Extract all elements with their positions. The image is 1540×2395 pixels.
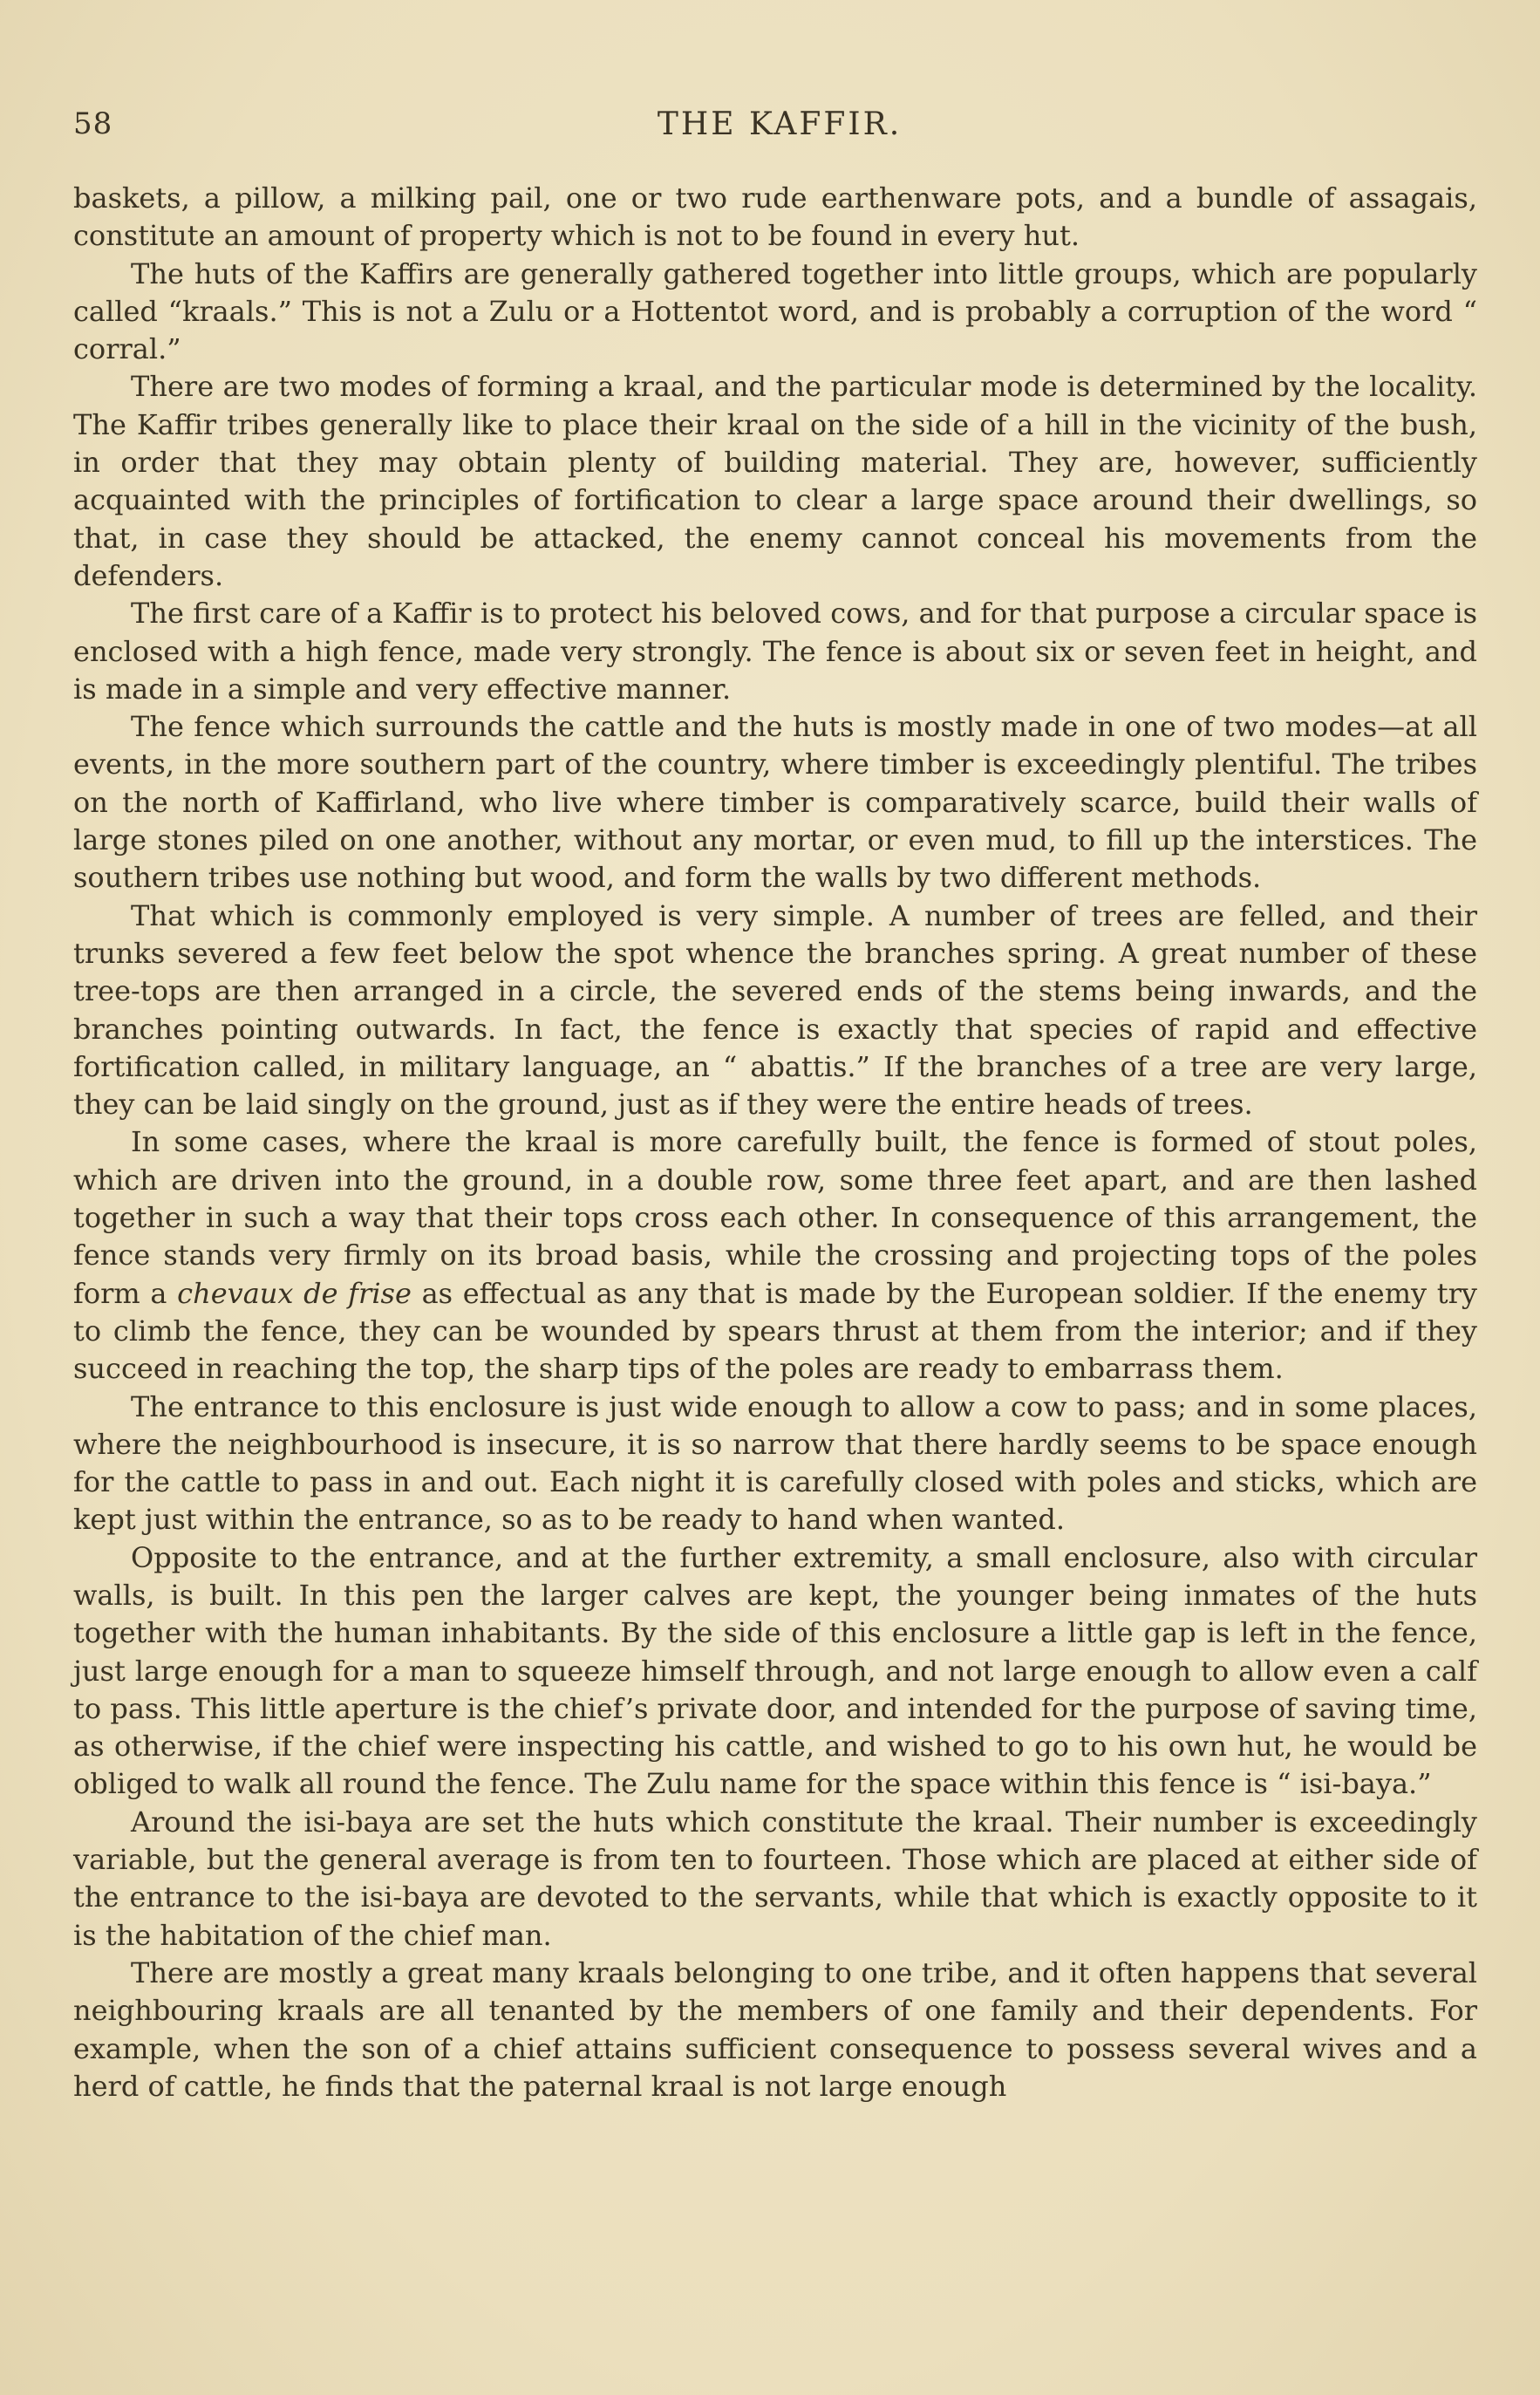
italic-phrase: chevaux de frise (177, 1276, 412, 1310)
paragraph: Around the isi-baya are set the huts which constitute the kraal. Their number is exceedingly variable, but the general average is from ten to fourteen. Those which are placed at either side of the entrance to the isi-baya are devoted to the servants, while that which is exactly opposite to it is the habitation of the chief man. (73, 1805, 1477, 1952)
running-head (73, 106, 1486, 159)
paragraph (73, 1123, 1477, 1388)
paragraph-text: In some cases, where the kraal is more carefully built, the fence is formed of stout poles, which are driven into the ground, in a double row, some three feet apart, and are then lashed together in such a way that their tops cross each other. In consequence of this arrangement, the fence stands very firmly on its broad basis, while the crossing and projecting tops of the poles form a (73, 1125, 1477, 1310)
paragraph-continued: baskets, a pillow, a milking pail, one or two rude earthenware pots, and a bundle of assagais, constitute an amount of property which is not to be found in every hut. (73, 181, 1477, 253)
paragraph: The first care of a Kaffir is to protect his beloved cows, and for that purpose a circular space is enclosed with a high fence, made very strongly. The fence is about six or seven feet in height, and is made in a simple and very effective manner. (73, 597, 1477, 706)
paragraph: That which is commonly employed is very simple. A number of trees are felled, and their trunks severed a few feet below the spot whence the branches spring. A great number of these tree-tops are then arranged in a circle, the severed ends of the stems being inwards, and the branches pointing outwards. In fact, the fence is exactly that species of rapid and effective fortification called, in military language, an “ abattis.” If the branches of a tree are very large, they can be laid singly on the ground, just as if they were the entire heads of trees. (73, 898, 1477, 1122)
body-text (73, 180, 1477, 2105)
page-number: 58 (73, 106, 113, 141)
paragraph: The fence which surrounds the cattle and the huts is mostly made in one of two modes—at all events, in the more southern part of the country, where timber is exceedingly plentiful. The tribes on the north of Kaffirland, who live where timber is comparatively scarce, build their walls of large stones piled on one another, without any mortar, or even mud, to fill up the interstices. The southern tribes use nothing but wood, and form the walls by two different methods. (73, 710, 1477, 895)
paragraph: The entrance to this enclosure is just wide enough to allow a cow to pass; and in some places, where the neighbourhood is insecure, it is so narrow that there hardly seems to be space enough for the cattle to pass in and out. Each night it is carefully closed with poles and sticks, which are kept just within the entrance, so as to be ready to hand when wanted. (73, 1389, 1477, 1537)
paragraph: There are mostly a great many kraals belonging to one tribe, and it often happens that several neighbouring kraals are all tenanted by the members of one family and their dependents. For example, when the son of a chief attains sufficient consequence to possess several wives and a herd of cattle, he finds that the paternal kraal is not large enough (73, 1955, 1477, 2103)
running-title: THE KAFFIR. (657, 106, 903, 142)
paragraph: The huts of the Kaffirs are generally gathered together into little groups, which are popularly called “kraals.” This is not a Zulu or a Hottentot word, and is probably a corruption of the word “ corral.” (73, 256, 1477, 366)
paragraph: Opposite to the entrance, and at the further extremity, a small enclosure, also with circular walls, is built. In this pen the larger calves are kept, the younger being inmates of the huts together with the human inhabitants. By the side of this enclosure a little gap is left in the fence, just large enough for a man to squeeze himself through, and not large enough to allow even a calf to pass. This little aperture is the chief’s private door, and intended for the purpose of saving time, as otherwise, if the chief were inspecting his cattle, and wished to go to his own hut, he would be obliged to walk all round the fence. The Zulu name for the space within this fence is “ isi-baya.” (73, 1540, 1477, 1801)
paragraph-text: as effectual as any that is made by the European soldier. If the enemy try to climb the fence, they can be wounded by spears thrust at them from the interior; and if they succeed in reaching the top, the sharp tips of the poles are ready to embarrass them. (73, 1276, 1478, 1386)
paragraph: There are two modes of forming a kraal, and the particular mode is determined by the locality. The Kaffir tribes generally like to place their kraal on the side of a hill in the vicinity of the bush, in order that they may obtain plenty of building material. They are, however, sufficiently acquainted with the principles of fortification to clear a large space around their dwellings, so that, in case they should be attacked, the enemy cannot conceal his movements from the defenders. (73, 370, 1477, 592)
